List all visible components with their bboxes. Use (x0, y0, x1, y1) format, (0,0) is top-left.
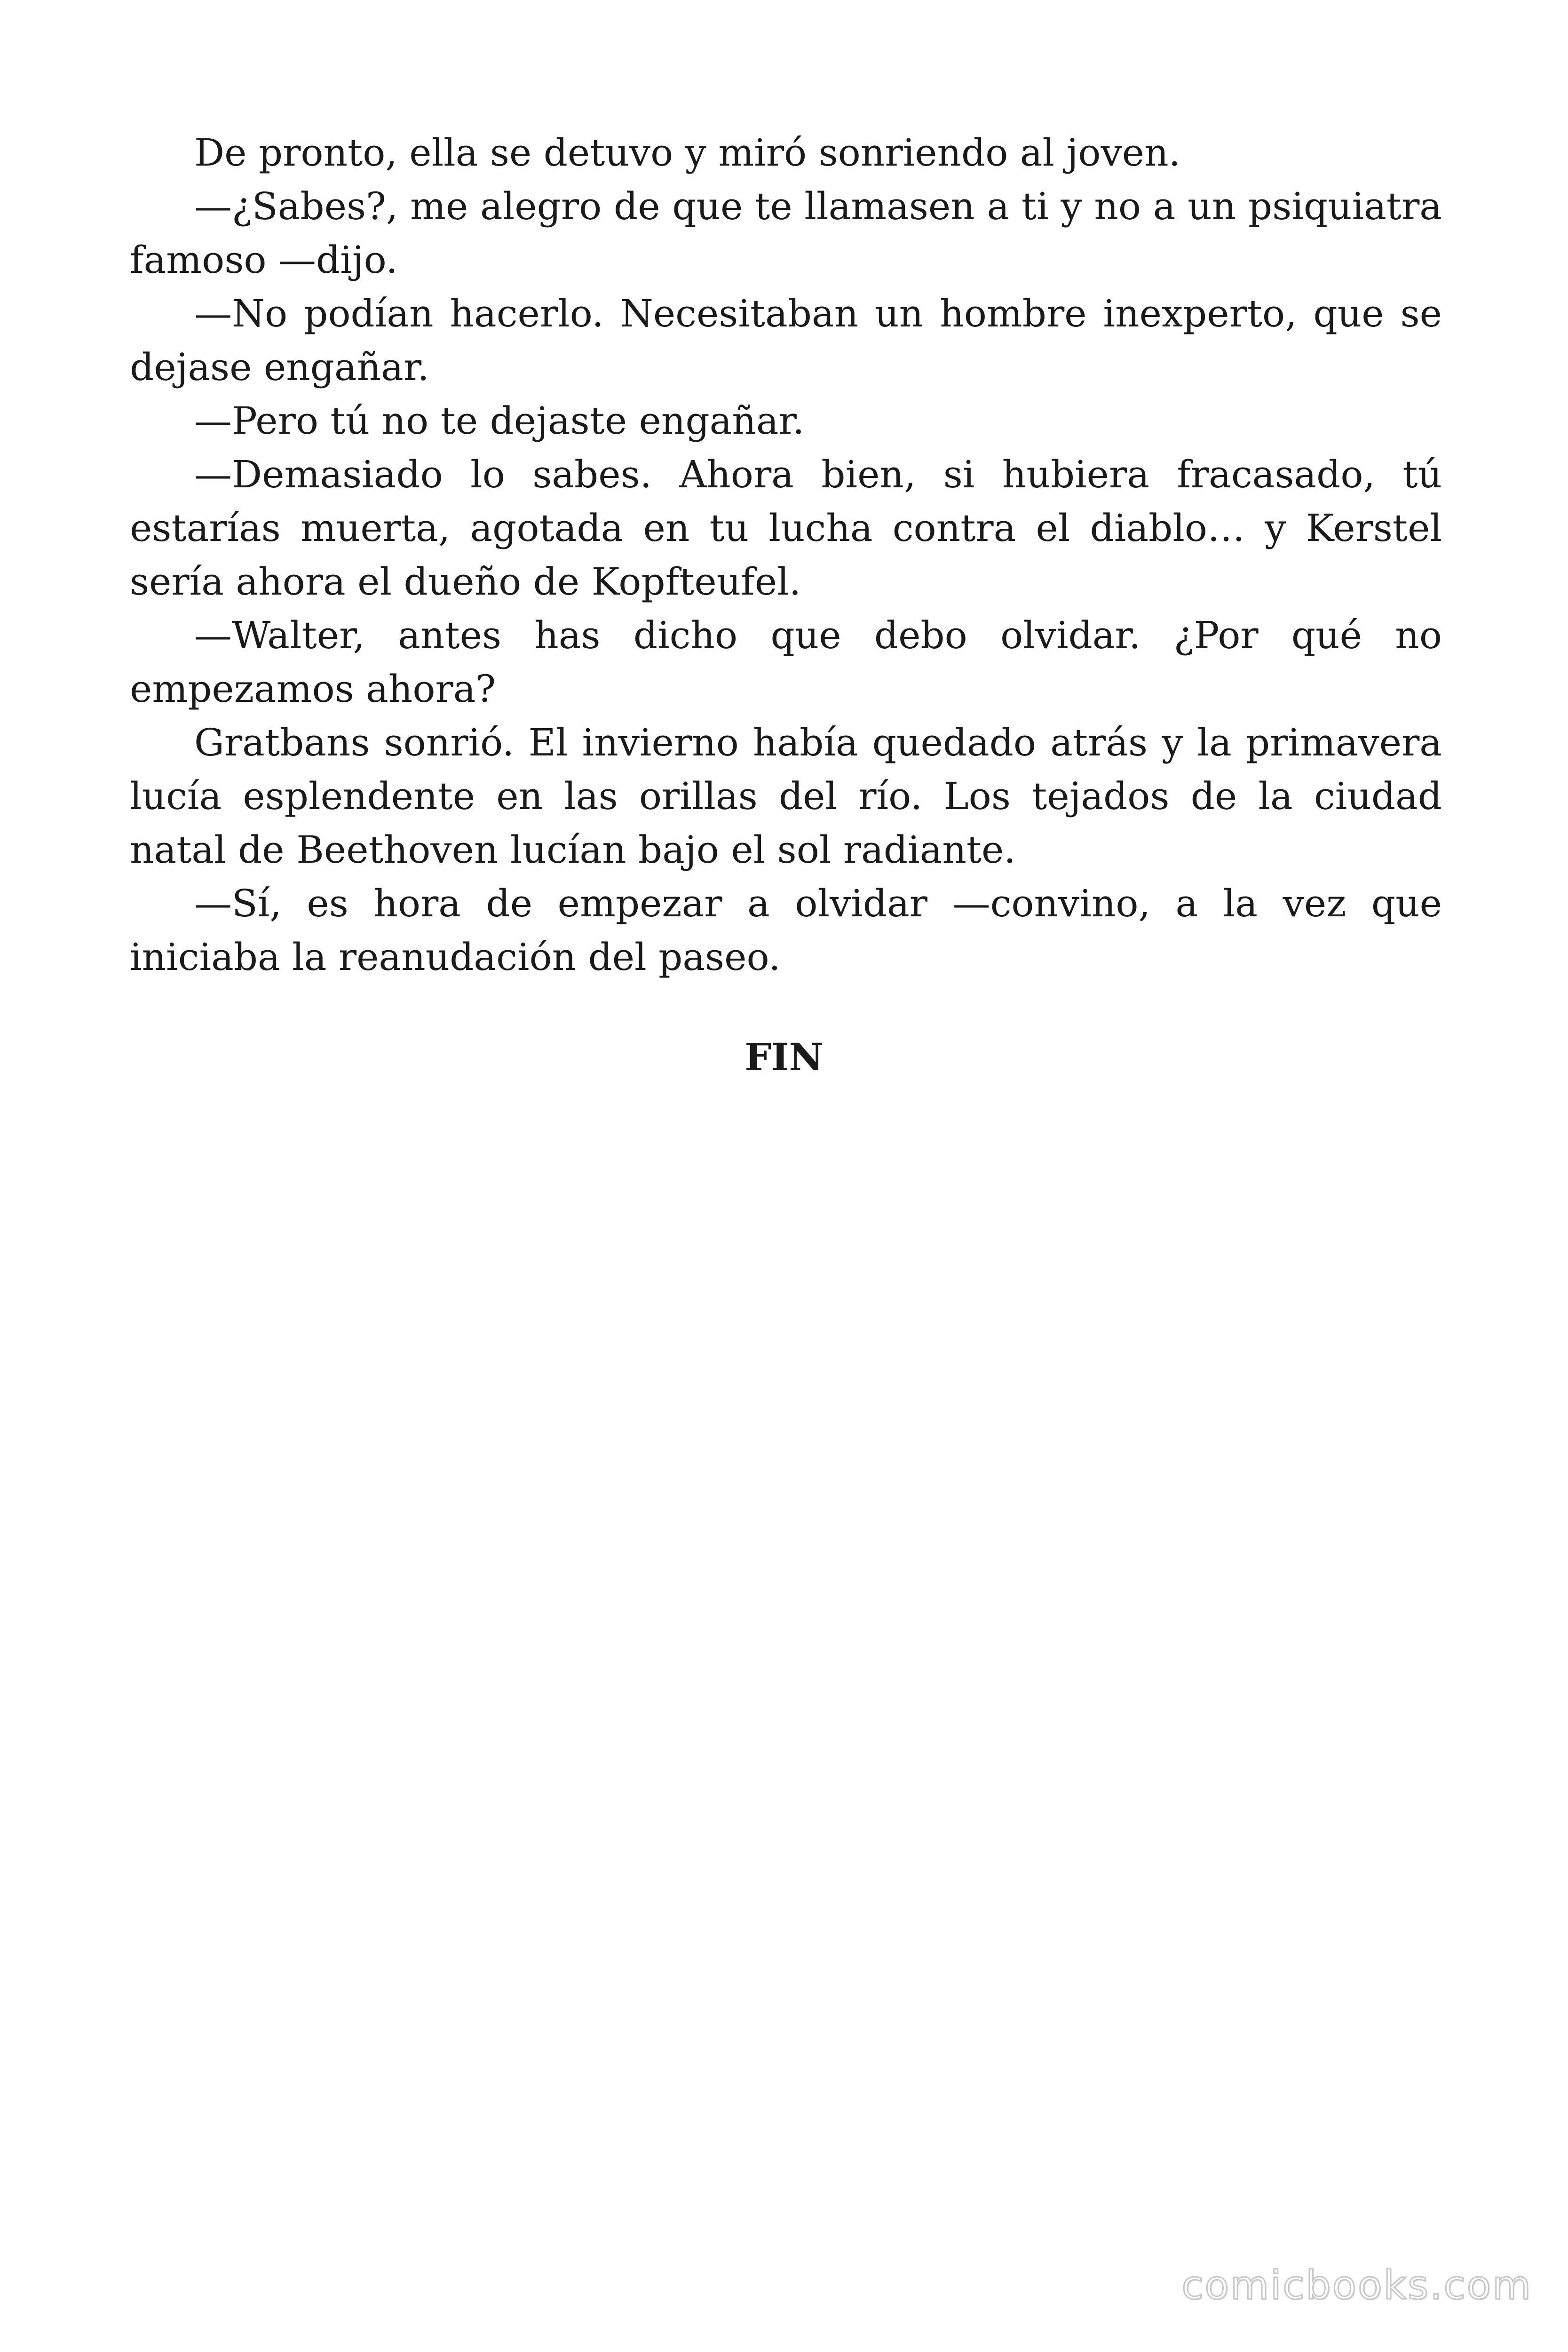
paragraph-5: —Demasiado lo sabes. Ahora bien, si hubiera fracasado, tú estarías muerta, agotada en tu lucha contra el diablo… y Kerstel sería ahora el dueño de Kopfteufel. (130, 453, 1442, 604)
paragraph-4: —Pero tú no te dejaste engañar. (194, 399, 805, 443)
watermark: comicbooks.com (1181, 2262, 1532, 2308)
paragraph-2: —¿Sabes?, me alegro de que te llamasen a ti y no a un psiquiatra famoso —dijo. (130, 184, 1442, 282)
end-mark: FIN (744, 1035, 824, 1079)
paragraph-6: —Walter, antes has dicho que debo olvidar. ¿Por qué no empezamos ahora? (130, 613, 1442, 711)
page-body (130, 126, 1442, 984)
paragraph-8: —Sí, es hora de empezar a olvidar —convino, a la vez que iniciaba la reanudación del paseo. (130, 882, 1442, 979)
paragraph-1: De pronto, ella se detuvo y miró sonriendo al joven. (194, 131, 1181, 175)
paragraph-7: Gratbans sonrió. El invierno había quedado atrás y la primavera lucía esplendente en las orillas del río. Los tejados de la ciudad natal de Beethoven lucían bajo el sol radiante. (130, 721, 1442, 872)
paragraph-3: —No podían hacerlo. Necesitaban un hombre inexperto, que se dejase engañar. (130, 292, 1442, 389)
